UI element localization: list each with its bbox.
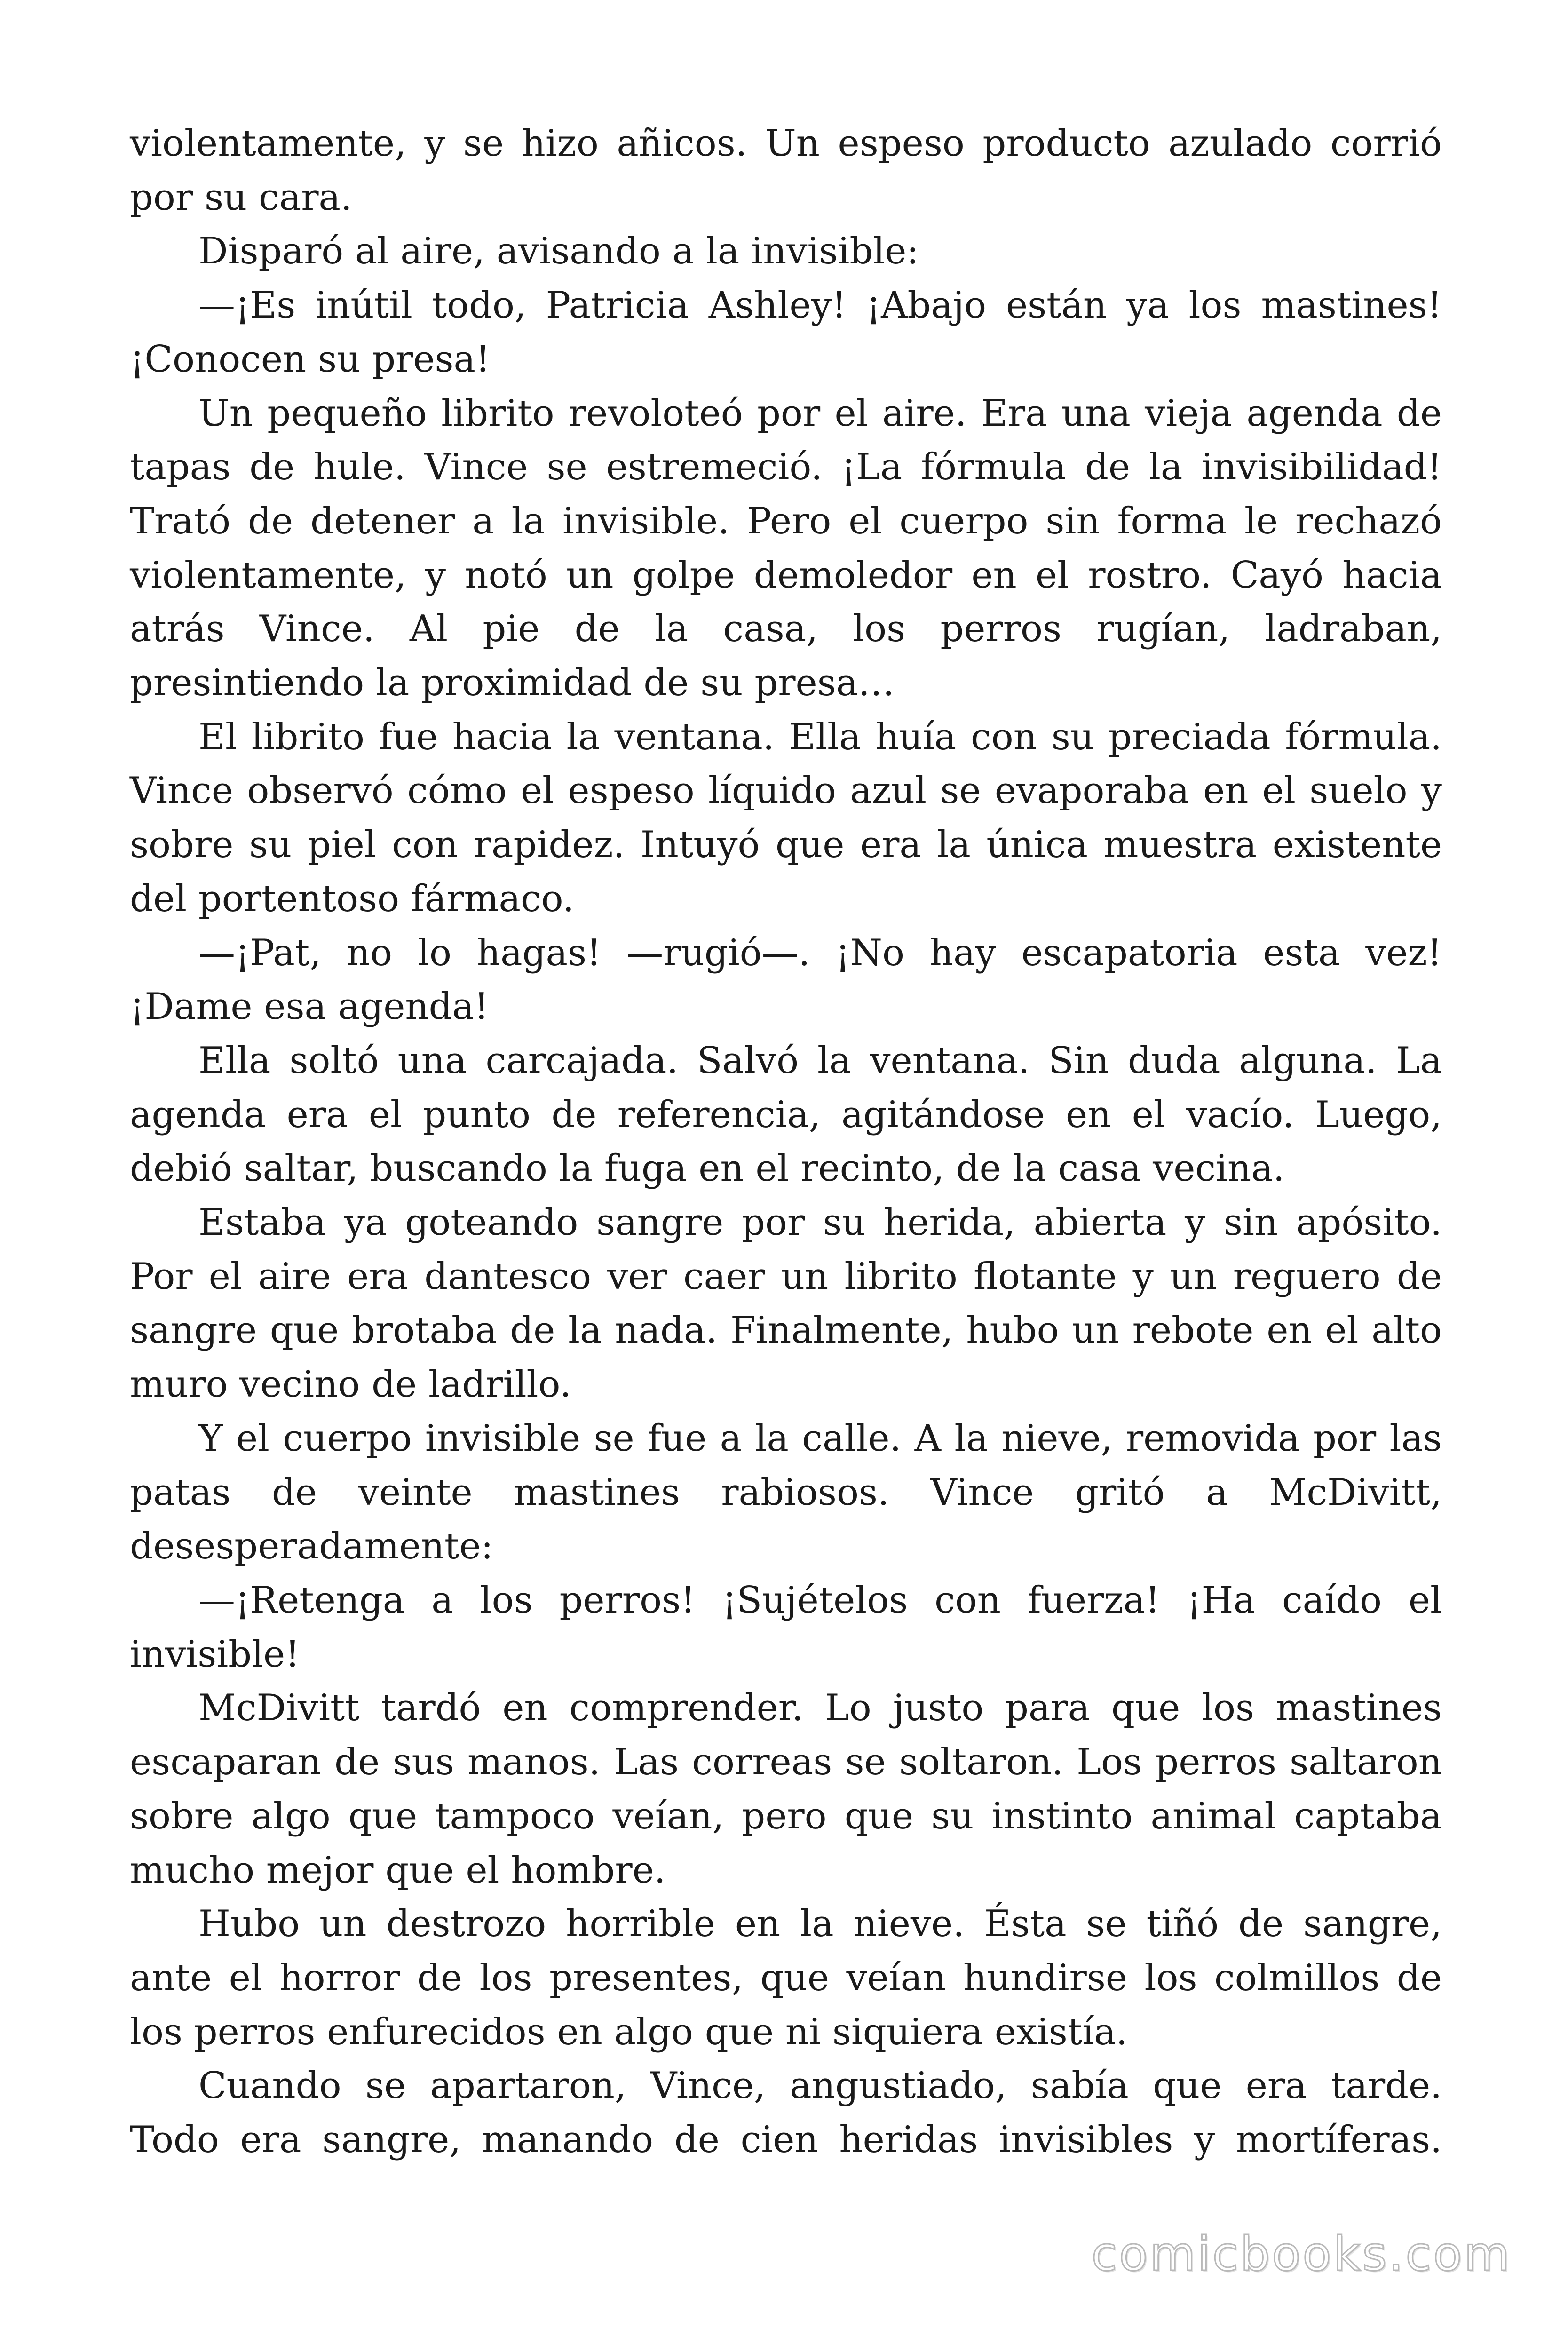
paragraph: Ella soltó una carcajada. Salvó la ventana. Sin duda alguna. La agenda era el punto de referencia, agitándose en el vacío. Luego, debió saltar, buscando la fuga en el recinto, de la casa vecina. [130, 1039, 1442, 1190]
paragraph: Disparó al aire, avisando a la invisible: [198, 230, 919, 273]
paragraph: —¡Pat, no lo hagas! —rugió—. ¡No hay escapatoria esta vez! ¡Dame esa agenda! [130, 931, 1442, 1028]
paragraph: Cuando se apartaron, Vince, angustiado, sabía que era tarde. Todo era sangre, manando de cien heridas invisibles y mortíferas. [130, 2065, 1442, 2161]
paragraph: —¡Es inútil todo, Patricia Ashley! ¡Abajo están ya los mastines! ¡Conocen su presa! [130, 284, 1442, 381]
paragraph: —¡Retenga a los perros! ¡Sujételos con fuerza! ¡Ha caído el invisible! [130, 1579, 1442, 1676]
paragraph: Y el cuerpo invisible se fue a la calle. A la nieve, removida por las patas de veinte mastines rabiosos. Vince gritó a McDivitt, desesperadamente: [130, 1417, 1442, 1568]
paragraph: violentamente, y se hizo añicos. Un espeso producto azulado corrió por su cara. [130, 122, 1442, 219]
paragraph: Estaba ya goteando sangre por su herida, abierta y sin apósito. Por el aire era dantesco ver caer un librito flotante y un reguero de sangre que brotaba de la nada. Finalmente, hubo un rebote en el alto muro vecino de ladrillo. [130, 1201, 1442, 1406]
body-text [130, 117, 1442, 2167]
paragraph: McDivitt tardó en comprender. Lo justo para que los mastines escaparan de sus manos. Las correas se soltaron. Los perros saltaron sobre algo que tampoco veían, pero que su instinto animal captaba mucho mejor que el hombre. [130, 1687, 1442, 1891]
paragraph: El librito fue hacia la ventana. Ella huía con su preciada fórmula. Vince observó cómo el espeso líquido azul se evaporaba en el suelo y sobre su piel con rapidez. Intuyó que era la única muestra existente del portentoso fármaco. [130, 715, 1442, 920]
paragraph: Un pequeño librito revoloteó por el aire. Era una vieja agenda de tapas de hule. Vince se estremeció. ¡La fórmula de la invisibilidad! Trató de detener a la invisible. Pero el cuerpo sin forma le rechazó violentamente, y notó un golpe demoledor en el rostro. Cayó hacia atrás Vince. Al pie de la casa, los perros rugían, ladraban, presintiendo la proximidad de su presa… [130, 392, 1442, 705]
paragraph: Hubo un destrozo horrible en la nieve. Ésta se tiñó de sangre, ante el horror de los presentes, que veían hundirse los colmillos de los perros enfurecidos en algo que ni siquiera existía. [130, 1903, 1442, 2053]
watermark-logo: comicbooks.com [1091, 2226, 1512, 2281]
